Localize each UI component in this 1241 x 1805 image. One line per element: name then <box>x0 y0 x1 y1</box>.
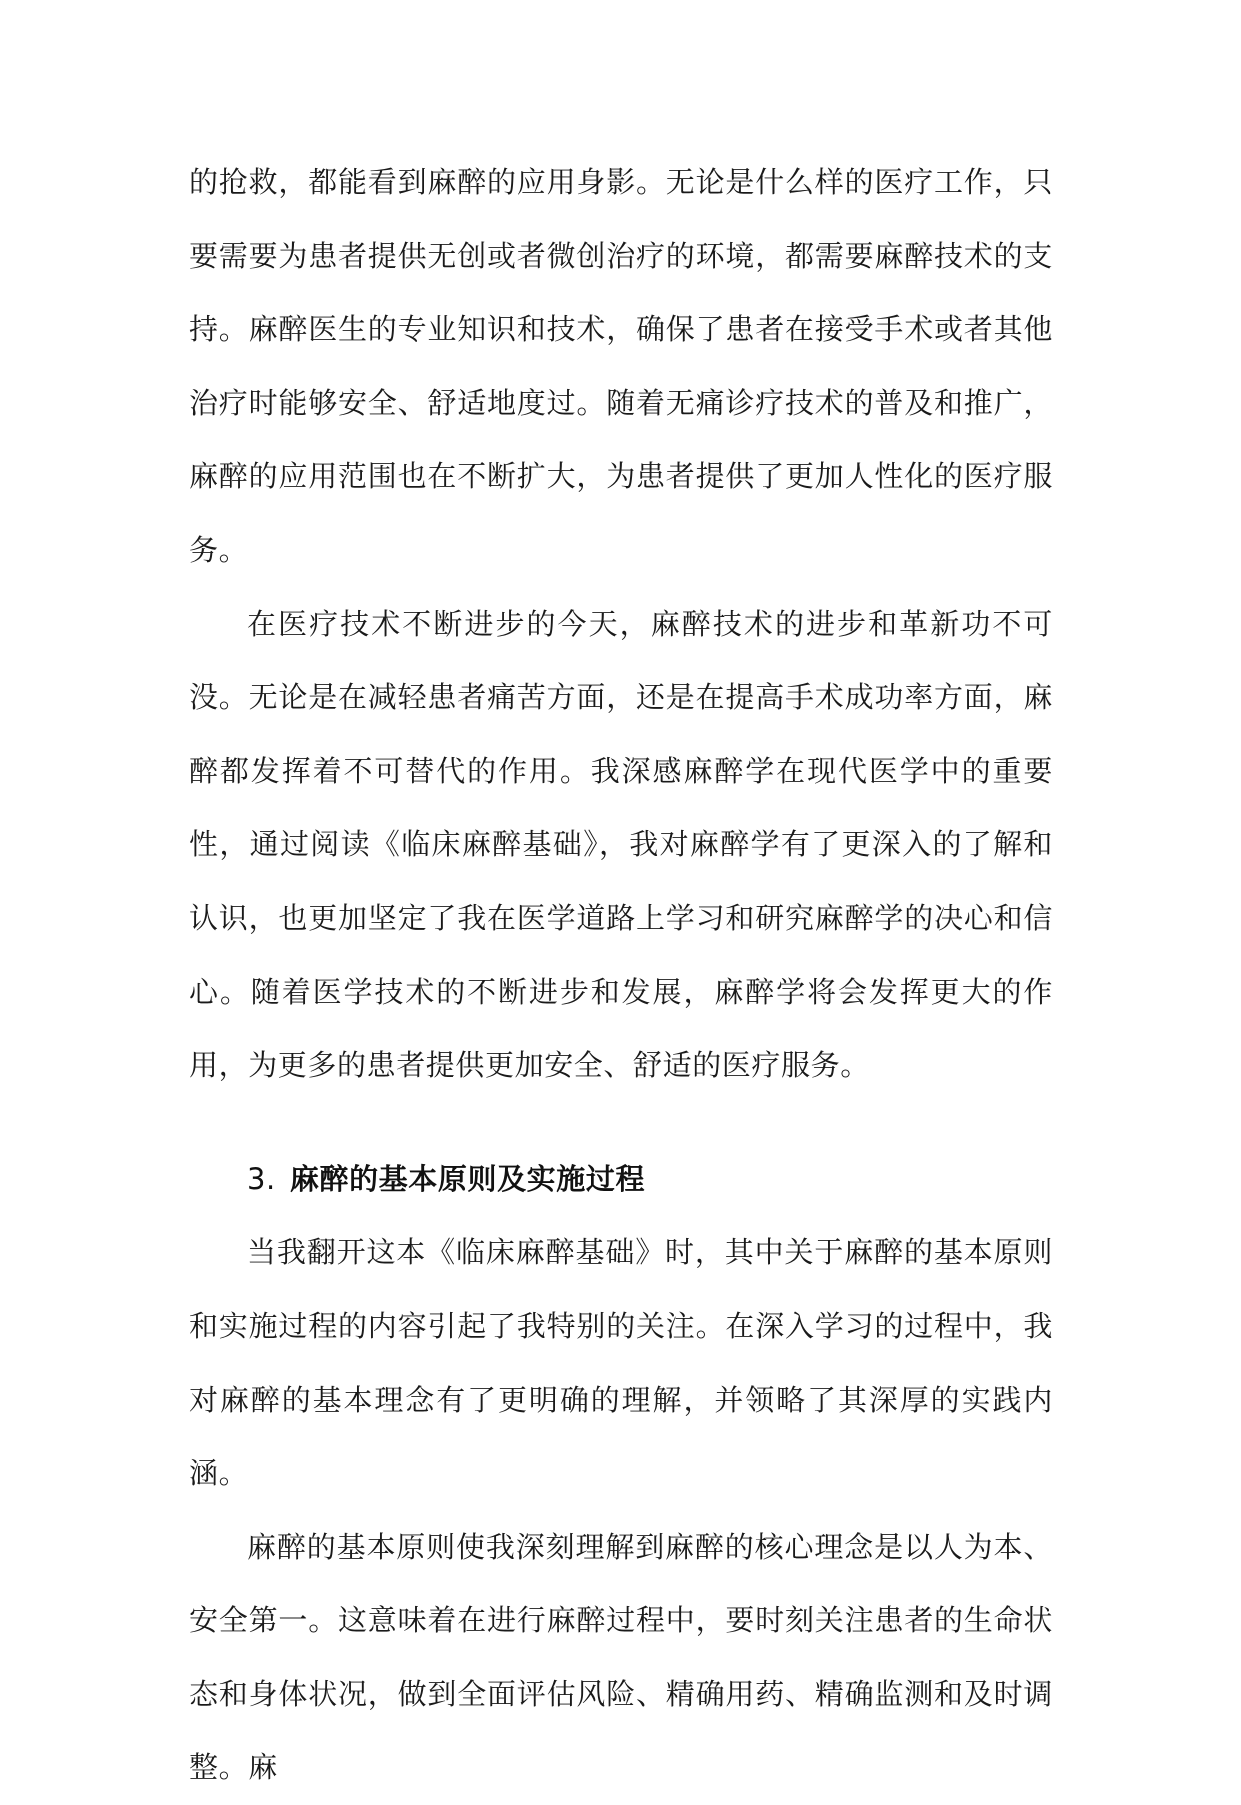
paragraph-principles-detail: 麻醉的基本原则使我深刻理解到麻醉的核心理念是以人为本、安全第一。这意味着在进行麻醉过程中，要时刻关注患者的生命状态和身体状况，做到全面评估风险、精确用药、精确监测和及时调整。麻 <box>189 1529 1053 1785</box>
paragraph-continuation: 的抢救，都能看到麻醉的应用身影。无论是什么样的医疗工作，只要需要为患者提供无创或者微创治疗的环境，都需要麻醉技术的支持。麻醉医生的专业知识和技术，确保了患者在接受手术或者其他治疗时能够安全、舒适地度过。随着无痛诊疗技术的普及和推广，麻醉的应用范围也在不断扩大，为患者提供了更加人性化的医疗服务。 <box>189 165 1053 567</box>
paragraph-anesthesia-progress: 在医疗技术不断进步的今天，麻醉技术的进步和革新功不可没。无论是在减轻患者痛苦方面，还是在提高手术成功率方面，麻醉都发挥着不可替代的作用。我深感麻醉学在现代医学中的重要性，通过阅读《临床麻醉基础》，我对麻醉学有了更深入的了解和认识，也更加坚定了我在医学道路上学习和研究麻醉学的决心和信心。随着医学技术的不断进步和发展，麻醉学将会发挥更大的作用，为更多的患者提供更加安全、舒适的医疗服务。 <box>189 606 1053 1083</box>
paragraph-principles-intro: 当我翻开这本《临床麻醉基础》时，其中关于麻醉的基本原则和实施过程的内容引起了我特别的关注。在深入学习的过程中，我对麻醉的基本理念有了更明确的理解，并领略了其深厚的实践内涵。 <box>189 1235 1053 1491</box>
section-title: 麻醉的基本原则及实施过程 <box>289 1161 646 1196</box>
section-number: 3. <box>247 1161 276 1196</box>
document-body <box>189 146 1053 1805</box>
section-heading <box>189 1143 1053 1217</box>
